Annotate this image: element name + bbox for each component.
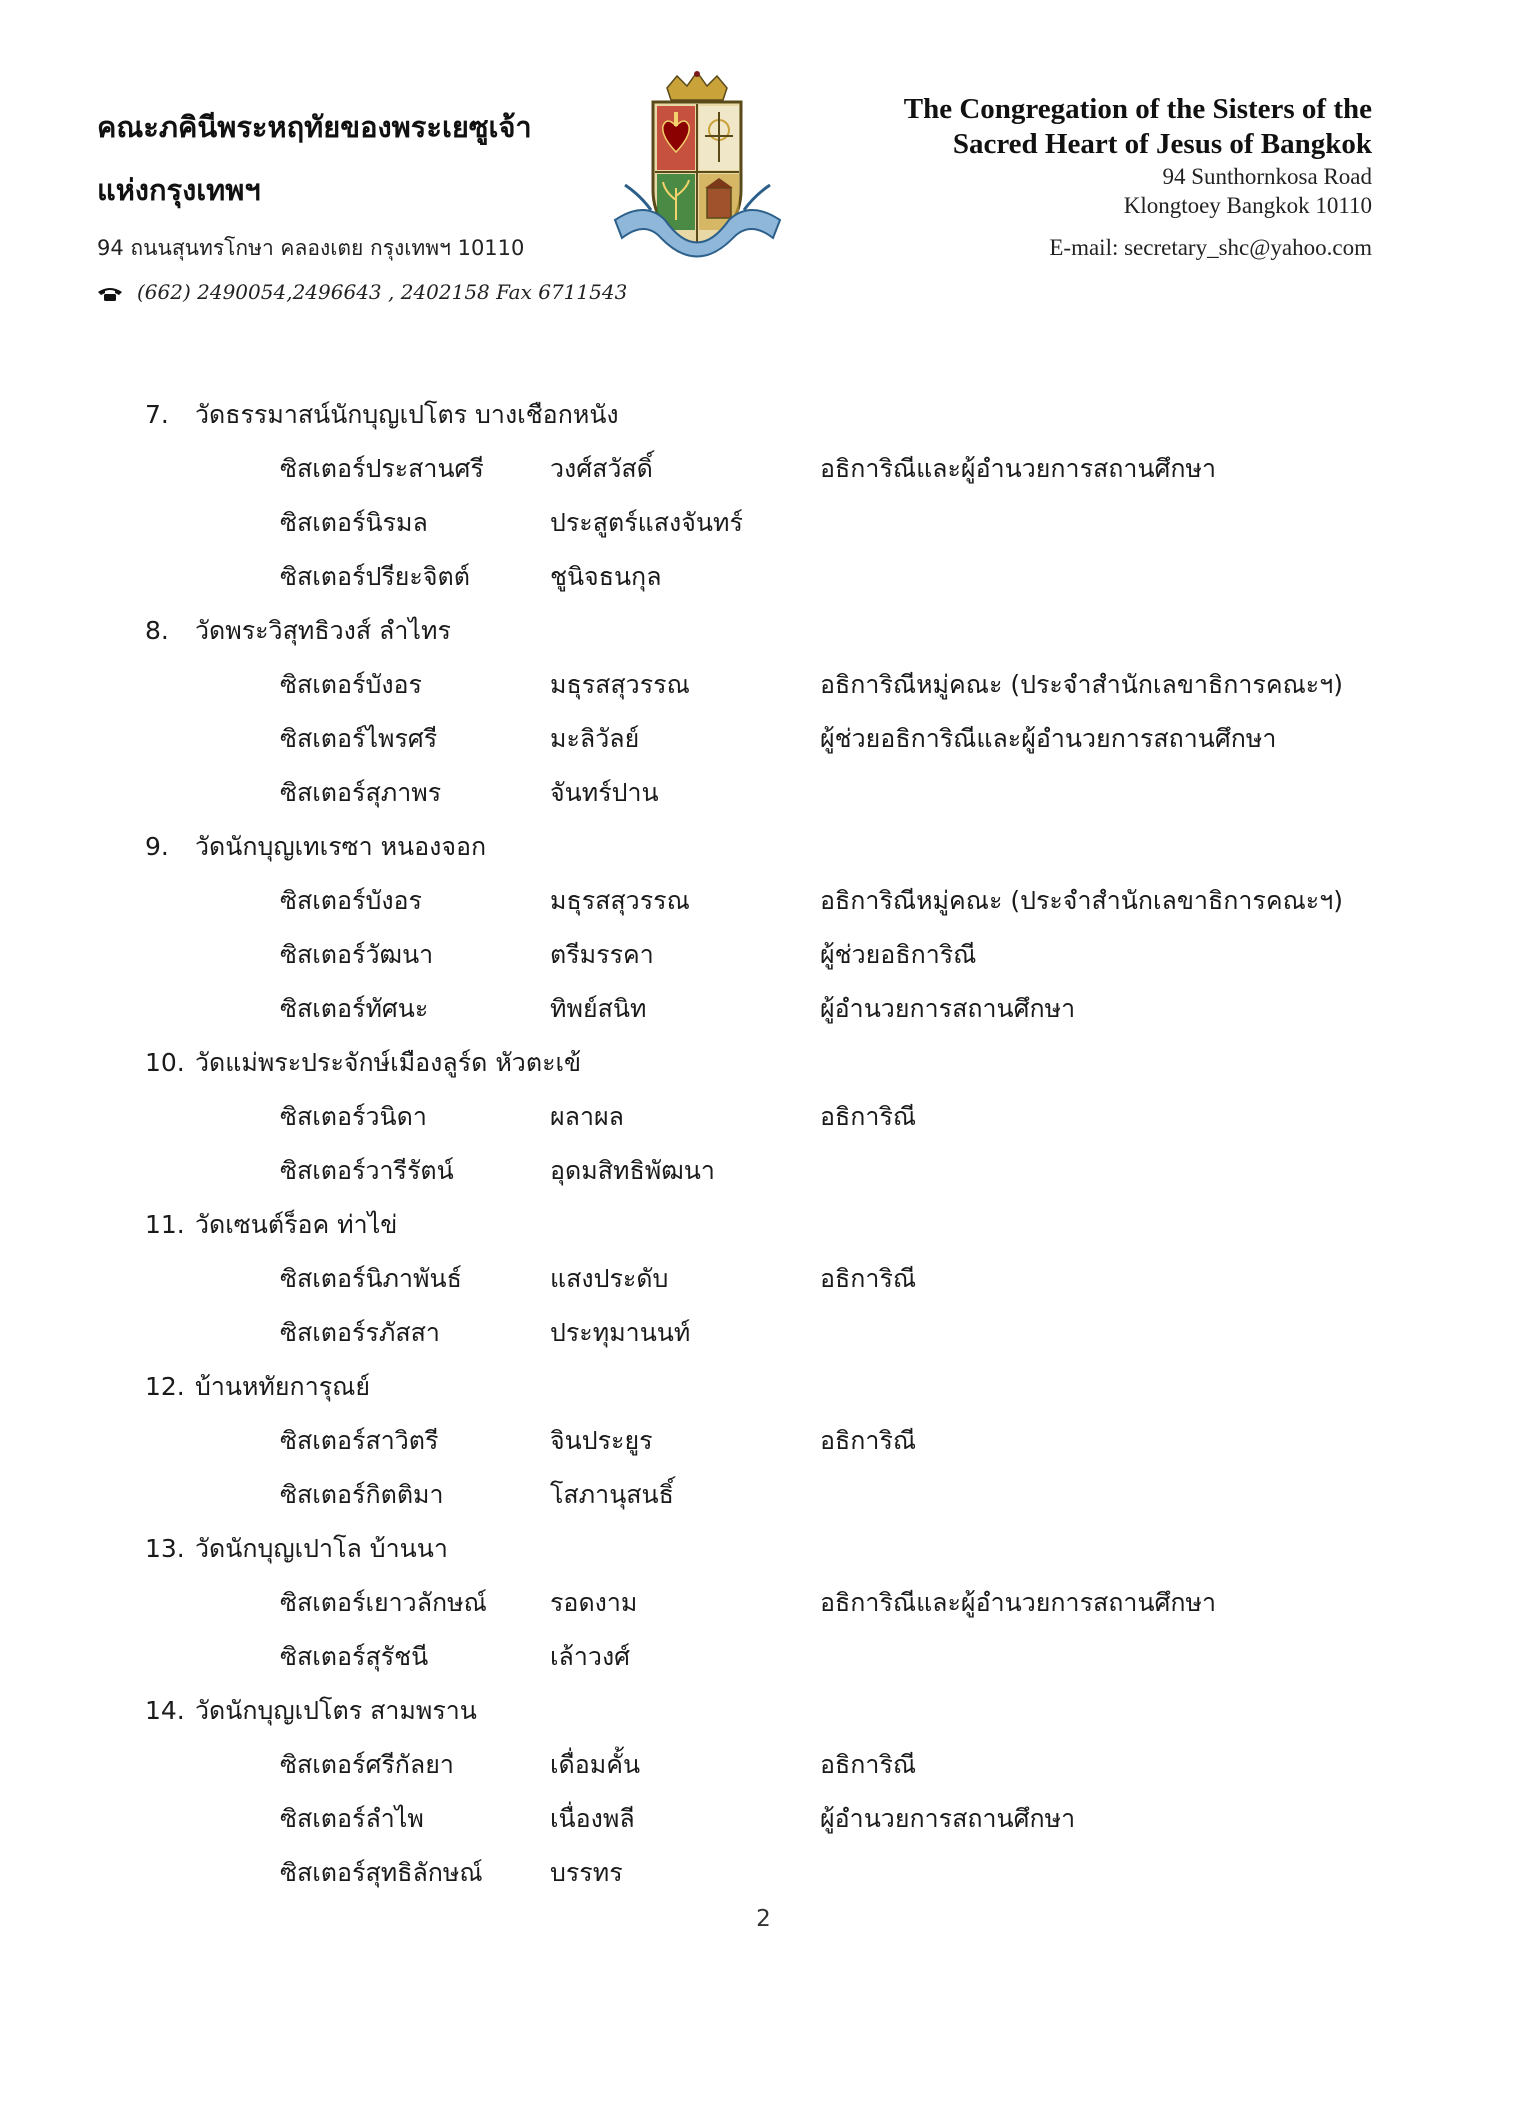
section-heading — [145, 388, 1385, 442]
member-first-name: ซิสเตอร์เยาวลักษณ์ — [280, 1588, 487, 1617]
phone-line — [97, 280, 627, 304]
member-row — [145, 1630, 1385, 1684]
member-last-name: เดื่อมคั้น — [550, 1750, 641, 1779]
section-heading — [145, 820, 1385, 874]
member-role: อธิการิณี — [820, 1750, 917, 1779]
section-title: วัดนักบุญเปโตร สามพราน — [194, 1696, 477, 1725]
page-number: 2 — [756, 1906, 771, 1932]
email-address: E-mail: secretary_shc@yahoo.com — [1049, 235, 1372, 260]
member-row — [145, 442, 1385, 496]
member-row — [145, 982, 1385, 1036]
member-last-name: ตรีมรรคา — [550, 940, 654, 969]
member-role: อธิการิณี — [820, 1102, 917, 1131]
member-last-name: ประสูตร์แสงจันทร์ — [550, 508, 743, 537]
member-role: อธิการิณีหมู่คณะ (ประจำสำนักเลขาธิการคณะฯ) — [820, 886, 1343, 915]
member-role: ผู้อำนวยการสถานศึกษา — [820, 994, 1076, 1023]
member-last-name: จันทร์ปาน — [550, 778, 659, 807]
section-heading — [145, 1522, 1385, 1576]
section-number: 7. — [145, 400, 169, 429]
member-row — [145, 1792, 1385, 1846]
member-first-name: ซิสเตอร์สุรัชนี — [280, 1642, 429, 1671]
section-heading — [145, 1036, 1385, 1090]
member-row — [145, 874, 1385, 928]
english-org-name-line2: Sacred Heart of Jesus of Bangkok — [952, 128, 1372, 160]
section-heading — [145, 1360, 1385, 1414]
member-last-name: ผลาผล — [550, 1102, 624, 1131]
member-row — [145, 550, 1385, 604]
member-row — [145, 1306, 1385, 1360]
member-last-name: แสงประดับ — [550, 1264, 669, 1293]
member-row — [145, 496, 1385, 550]
member-row — [145, 928, 1385, 982]
member-role: อธิการิณีและผู้อำนวยการสถานศึกษา — [820, 454, 1217, 483]
english-address-line1: 94 Sunthornkosa Road — [1162, 164, 1372, 189]
member-row — [145, 712, 1385, 766]
section-number: 11. — [145, 1210, 185, 1239]
member-last-name: รอดงาม — [550, 1588, 638, 1617]
member-first-name: ซิสเตอร์ไพรศรี — [280, 724, 438, 753]
member-first-name: ซิสเตอร์ทัศนะ — [280, 994, 429, 1023]
member-row — [145, 1846, 1385, 1900]
member-row — [145, 1738, 1385, 1792]
member-role: อธิการิณีและผู้อำนวยการสถานศึกษา — [820, 1588, 1217, 1617]
section-number: 13. — [145, 1534, 185, 1563]
member-role: ผู้อำนวยการสถานศึกษา — [820, 1804, 1076, 1833]
section-number: 9. — [145, 832, 169, 861]
member-first-name: ซิสเตอร์ประสานศรี — [280, 454, 484, 483]
section-title: บ้านหทัยการุณย์ — [194, 1372, 371, 1401]
member-role: อธิการิณี — [820, 1264, 917, 1293]
member-last-name: มธุรสสุวรรณ — [550, 670, 690, 699]
community-list — [145, 388, 1385, 1900]
member-first-name: ซิสเตอร์สาวิตรี — [280, 1426, 439, 1455]
member-row — [145, 1090, 1385, 1144]
member-first-name: ซิสเตอร์วัฒนา — [280, 940, 434, 969]
member-first-name: ซิสเตอร์วนิดา — [280, 1102, 427, 1131]
section-title: วัดนักบุญเปาโล บ้านนา — [194, 1534, 448, 1563]
section-number: 8. — [145, 616, 169, 645]
section-number: 10. — [145, 1048, 185, 1077]
member-first-name: ซิสเตอร์กิตติมา — [280, 1480, 444, 1509]
member-first-name: ซิสเตอร์นิภาพันธ์ — [280, 1264, 462, 1293]
member-last-name: อุดมสิทธิพัฒนา — [550, 1156, 715, 1185]
member-last-name: เล้าวงศ์ — [550, 1642, 631, 1671]
member-first-name: ซิสเตอร์นิรมล — [280, 508, 428, 537]
member-last-name: โสภานุสนธิ์ — [550, 1480, 674, 1509]
member-first-name: ซิสเตอร์ปรียะจิตต์ — [280, 562, 470, 591]
member-role: ผู้ช่วยอธิการิณีและผู้อำนวยการสถานศึกษา — [820, 724, 1277, 753]
section-title: วัดนักบุญเทเรซา หนองจอก — [194, 832, 487, 861]
section-number: 14. — [145, 1696, 185, 1725]
thai-org-name-line2: แห่งกรุงเทพฯ — [97, 173, 261, 207]
member-first-name: ซิสเตอร์ศรีกัลยา — [280, 1750, 454, 1779]
section-title: วัดธรรมาสน์นักบุญเปโตร บางเชือกหนัง — [194, 400, 619, 429]
member-role: อธิการิณีหมู่คณะ (ประจำสำนักเลขาธิการคณะฯ) — [820, 670, 1343, 699]
member-last-name: มะลิวัลย์ — [550, 724, 640, 753]
member-row — [145, 658, 1385, 712]
member-row — [145, 766, 1385, 820]
member-first-name: ซิสเตอร์ลำไพ — [280, 1804, 424, 1833]
member-first-name: ซิสเตอร์บังอร — [280, 886, 422, 915]
member-row — [145, 1252, 1385, 1306]
telephone-icon — [97, 286, 123, 302]
thai-address: 94 ถนนสุนทรโกษา คลองเตย กรุงเทพฯ 10110 — [97, 236, 525, 260]
section-heading — [145, 604, 1385, 658]
member-last-name: มธุรสสุวรรณ — [550, 886, 690, 915]
member-first-name: ซิสเตอร์วารีรัตน์ — [280, 1156, 454, 1185]
member-first-name: ซิสเตอร์สุทธิลักษณ์ — [280, 1858, 483, 1887]
member-last-name: วงศ์สวัสดิ์ — [550, 454, 653, 483]
member-role: อธิการิณี — [820, 1426, 917, 1455]
member-last-name: ทิพย์สนิท — [550, 994, 647, 1023]
member-first-name: ซิสเตอร์บังอร — [280, 670, 422, 699]
section-heading — [145, 1198, 1385, 1252]
member-last-name: บรรทร — [550, 1858, 623, 1887]
member-row — [145, 1576, 1385, 1630]
english-address-line2: Klongtoey Bangkok 10110 — [1123, 193, 1372, 218]
english-org-name-line1: The Congregation of the Sisters of the — [903, 93, 1372, 125]
phone-numbers: (662) 2490054,2496643 , 2402158 Fax 6711543 — [137, 280, 628, 304]
section-title: วัดพระวิสุทธิวงส์ ลำไทร — [194, 616, 451, 645]
member-last-name: เนื่องพลี — [550, 1804, 635, 1833]
member-first-name: ซิสเตอร์รภัสสา — [280, 1318, 440, 1347]
section-title: วัดเซนต์ร็อค ท่าไข่ — [194, 1210, 398, 1239]
member-role: ผู้ช่วยอธิการิณี — [820, 940, 977, 969]
member-last-name: ชูนิจธนกุล — [550, 562, 662, 591]
section-title: วัดแม่พระประจักษ์เมืองลูร์ด หัวตะเข้ — [194, 1048, 582, 1077]
member-last-name: ประทุมานนท์ — [550, 1318, 691, 1347]
section-heading — [145, 1684, 1385, 1738]
member-row — [145, 1144, 1385, 1198]
section-number: 12. — [145, 1372, 185, 1401]
letterhead-english — [904, 92, 1372, 262]
congregation-crest-logo — [605, 70, 790, 270]
member-last-name: จินประยูร — [550, 1426, 653, 1455]
thai-org-name-line1: คณะภคินีพระหฤทัยของพระเยซูเจ้า — [97, 110, 532, 144]
member-row — [145, 1468, 1385, 1522]
member-first-name: ซิสเตอร์สุภาพร — [280, 778, 442, 807]
member-row — [145, 1414, 1385, 1468]
